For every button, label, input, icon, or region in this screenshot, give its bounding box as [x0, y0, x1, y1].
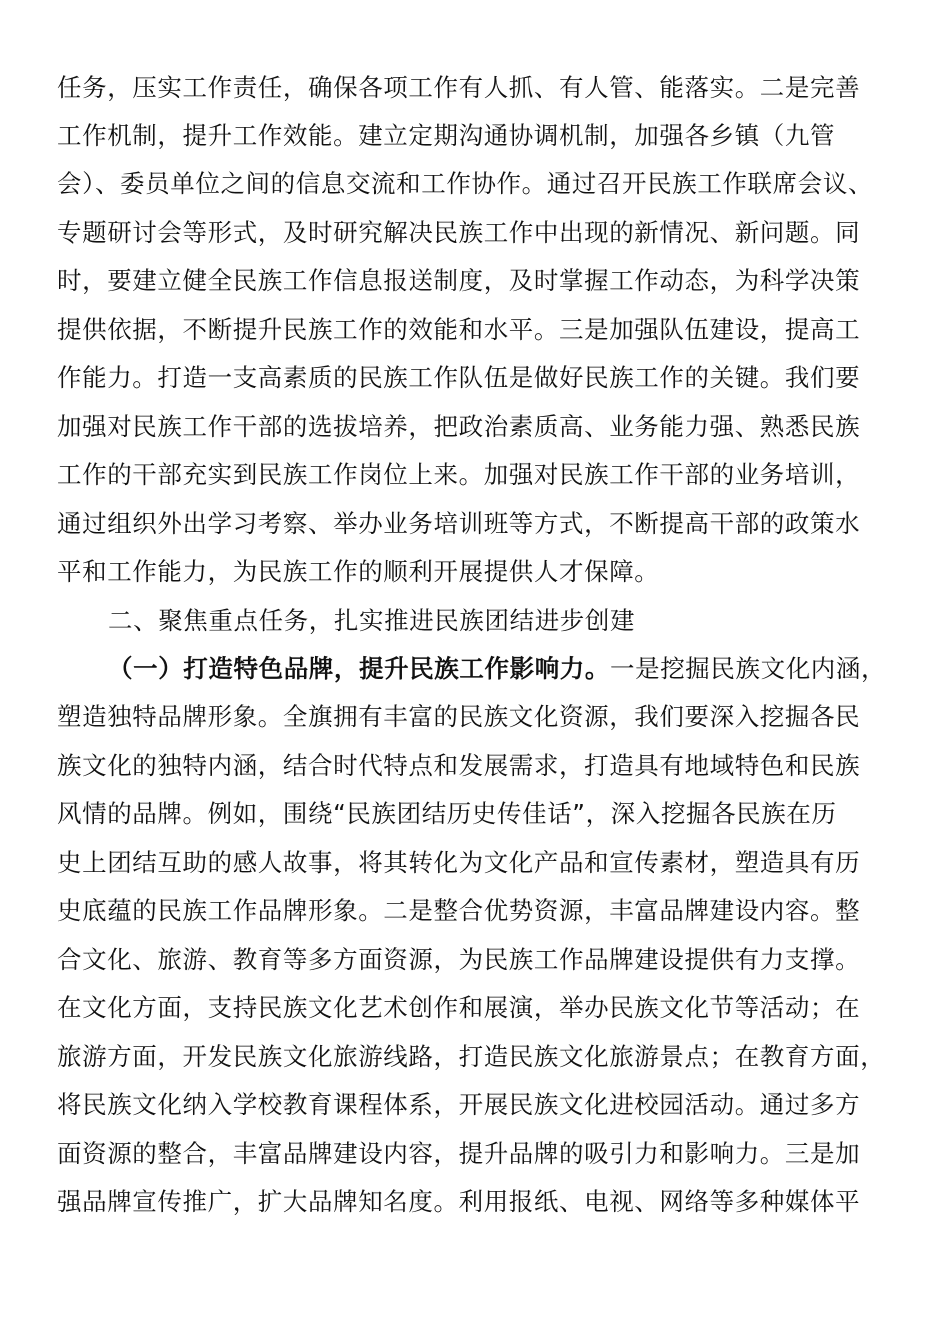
body-text-line: 史底蕴的民族工作品牌形象。二是整合优势资源，丰富品牌建设内容。整 [57, 896, 861, 925]
body-text-line: 史上团结互助的感人故事，将其转化为文化产品和宣传素材，塑造具有历 [57, 848, 861, 877]
body-text-line: 强品牌宣传推广，扩大品牌知名度。利用报纸、电视、网络等多种媒体平 [57, 1187, 861, 1216]
body-text-line: 族文化的独特内涵，结合时代特点和发展需求，打造具有地域特色和民族 [57, 751, 861, 780]
body-text-line: 通过组织外出学习考察、举办业务培训班等方式，不断提高干部的政策水 [57, 509, 861, 538]
body-text-line: 平和工作能力，为民族工作的顺利开展提供人才保障。 [57, 557, 660, 586]
body-text-line: 作能力。打造一支高素质的民族工作队伍是做好民族工作的关键。我们要 [57, 363, 861, 392]
section-heading: 二、聚焦重点任务，扎实推进民族团结进步创建 [108, 606, 636, 635]
body-text-line: 旅游方面，开发民族文化旅游线路，打造民族文化旅游景点；在教育方面， [57, 1042, 886, 1071]
subsection-line [108, 649, 948, 689]
subsection-text: 一是挖掘民族文化内涵， [610, 654, 887, 683]
body-text-line: 加强对民族工作干部的选拔培养，把政治素质高、业务能力强、熟悉民族 [57, 412, 861, 441]
body-text-line: 工作机制，提升工作效能。建立定期沟通协调机制，加强各乡镇（九管 [57, 121, 836, 150]
body-text-line: 将民族文化纳入学校教育课程体系，开展民族文化进校园活动。通过多方 [57, 1090, 861, 1119]
body-text-line: 会）、委员单位之间的信息交流和工作协作。通过召开民族工作联席会议、 [57, 169, 874, 198]
body-text-line: 任务，压实工作责任，确保各项工作有人抓、有人管、能落实。二是完善 [57, 73, 861, 102]
body-text-line: 塑造独特品牌形象。全旗拥有丰富的民族文化资源，我们要深入挖掘各民 [57, 702, 861, 731]
body-text-line: 专题研讨会等形式，及时研究解决民族工作中出现的新情况、新问题。同 [57, 218, 861, 247]
body-text-line: 工作的干部充实到民族工作岗位上来。加强对民族工作干部的业务培训， [57, 460, 861, 489]
body-text-line: 风情的品牌。例如，围绕“民族团结历史传佳话”，深入挖掘各民族在历 [57, 799, 837, 828]
body-text-line: 面资源的整合，丰富品牌建设内容，提升品牌的吸引力和影响力。三是加 [57, 1139, 861, 1168]
body-text-line: 提供依据，不断提升民族工作的效能和水平。三是加强队伍建设，提高工 [57, 315, 861, 344]
body-text-line: 在文化方面，支持民族文化艺术创作和展演，举办民族文化节等活动；在 [57, 993, 861, 1022]
body-text-line: 时，要建立健全民族工作信息报送制度，及时掌握工作动态，为科学决策 [57, 266, 861, 295]
subsection-heading: （一）打造特色品牌，提升民族工作影响力。 [108, 654, 610, 683]
body-text-line: 合文化、旅游、教育等多方面资源，为民族工作品牌建设提供有力支撑。 [57, 945, 861, 974]
